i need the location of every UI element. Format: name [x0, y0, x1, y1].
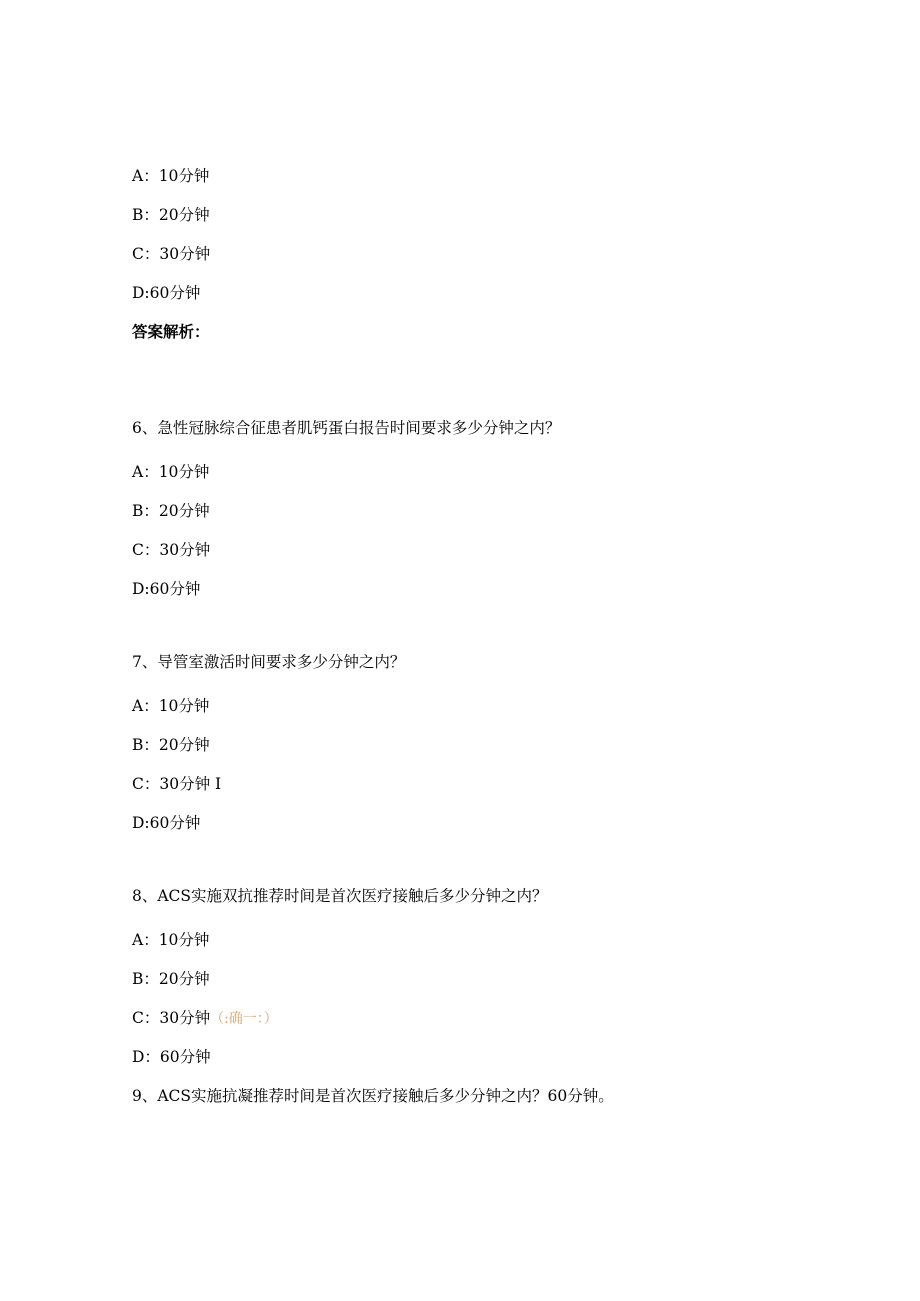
q8-option-c: C：30分钟	[132, 1009, 211, 1027]
q8-option-d: D：60分钟	[132, 1048, 211, 1066]
question-8: 8、ACS实施双抗推荐时间是首次医疗接触后多少分钟之内？	[132, 887, 548, 905]
question-7: 7、导管室激活时间要求多少分钟之内？	[132, 653, 406, 671]
prev-option-d: D:60分钟	[132, 284, 201, 302]
prev-option-a: A：10分钟	[132, 167, 210, 185]
q6-option-b: B：20分钟	[132, 502, 210, 520]
q8-option-c-annotation: （:确一：）	[210, 1011, 278, 1027]
q6-option-a: A：10分钟	[132, 463, 210, 481]
q8-option-b: B：20分钟	[132, 970, 210, 988]
q8-option-c-row	[132, 1008, 278, 1029]
q7-option-d: D:60分钟	[132, 814, 201, 832]
question-9: 9、ACS实施抗凝推荐时间是首次医疗接触后多少分钟之内？60分钟。	[132, 1087, 614, 1105]
q7-option-a: A：10分钟	[132, 697, 210, 715]
q7-option-c: C：30分钟 I	[132, 775, 222, 793]
answer-analysis-heading: 答案解析：	[132, 322, 210, 341]
prev-option-c: C：30分钟	[132, 245, 211, 263]
question-6: 6、急性冠脉综合征患者肌钙蛋白报告时间要求多少分钟之内？	[132, 419, 561, 437]
q6-option-d: D:60分钟	[132, 580, 201, 598]
q8-option-a: A：10分钟	[132, 931, 210, 949]
prev-option-b: B：20分钟	[132, 206, 210, 224]
q6-option-c: C：30分钟	[132, 541, 211, 559]
q7-option-b: B：20分钟	[132, 736, 210, 754]
